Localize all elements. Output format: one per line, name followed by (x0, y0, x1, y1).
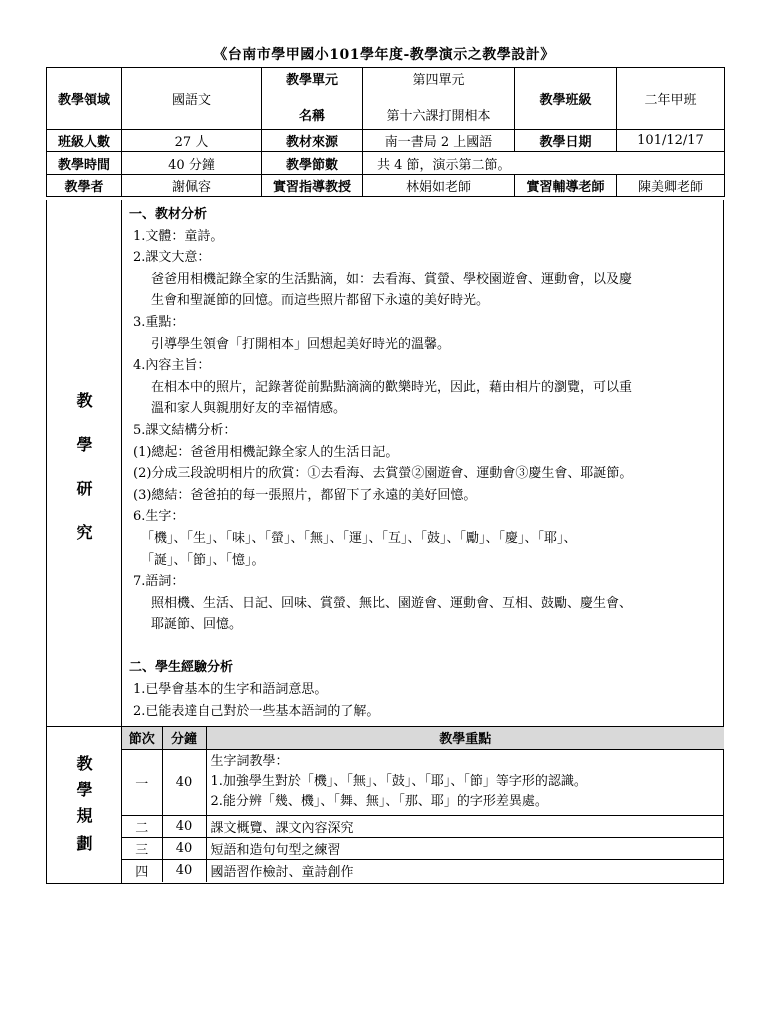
sessions-value: 共 4 節，演示第二節。 (363, 152, 725, 175)
side-char: 學 (76, 780, 93, 799)
unit-label (262, 68, 363, 130)
material-analysis-heading: 一、教材分析 (129, 207, 208, 222)
minutes-cell: 40 (162, 837, 206, 859)
research-content (129, 204, 719, 722)
text-line: 在相本中的照片，記錄著從前點點滴滴的歡樂時光，因此，藉由相片的瀏覽，可以重 (151, 379, 633, 395)
minutes-cell: 40 (162, 815, 206, 837)
text-line: 「誕」、「節」、「憶」。 (141, 552, 265, 568)
focus-line: 1.加強學生對於「機」、「無」、「鼓」、「耶」、「節」等字形的認識。 (210, 774, 587, 789)
size-value: 27 人 (122, 130, 262, 152)
research-side-label (47, 200, 122, 726)
info-table (46, 67, 725, 197)
side-char: 規 (76, 806, 93, 825)
teaching-plan-section (46, 727, 724, 884)
focus-cell (206, 749, 724, 815)
side-char: 究 (76, 523, 93, 542)
text-line: 耶誕節、回憶。 (151, 617, 243, 633)
text-line: 7.語詞： (133, 574, 185, 590)
table-row (122, 749, 724, 815)
date-label: 教學日期 (515, 130, 617, 152)
domain-label: 教學領域 (47, 68, 122, 130)
focus-line: 生字詞教學： (210, 754, 289, 769)
minutes-cell: 40 (162, 859, 206, 882)
col-focus-header: 教學重點 (206, 727, 724, 749)
unit-label-line2: 名稱 (298, 108, 325, 124)
text-line: 照相機、生活、日記、回味、賞螢、無比、園遊會、運動會、互相、鼓勵、慶生會、 (151, 595, 633, 611)
text-line: 1.已學會基本的生字和語詞意思。 (133, 682, 328, 698)
focus-cell: 國語習作檢討、童詩創作 (206, 859, 724, 882)
text-line: (1)總起：爸爸用相機記錄全家人的生活日記。 (133, 444, 399, 460)
plan-table (122, 727, 724, 882)
text-line: 4.內容主旨： (133, 358, 211, 374)
text-line: 2.課文大意： (133, 250, 211, 266)
text-line: (3)總結：爸爸拍的每一張照片，都留下了永遠的美好回憶。 (133, 487, 477, 503)
focus-cell: 課文概覽、課文內容深究 (206, 815, 724, 837)
text-line: 引導學生領會「打開相本」回想起美好時光的溫馨。 (151, 336, 451, 352)
domain-value: 國語文 (122, 68, 262, 130)
text-line: 溫和家人與親朋好友的幸福情感。 (151, 401, 347, 417)
text-line: 1.文體：童詩。 (133, 228, 224, 244)
unit-value-line1: 第四單元 (412, 72, 465, 88)
text-line: 生會和聖誕節的回憶。而這些照片都留下永遠的美好時光。 (151, 293, 490, 309)
class-value: 二年甲班 (617, 68, 725, 130)
text-line: 2.已能表達自己對於一些基本語詞的了解。 (133, 703, 380, 719)
side-char: 教 (76, 391, 93, 410)
session-cell: 三 (122, 837, 162, 859)
session-cell: 四 (122, 859, 162, 882)
side-char: 研 (76, 479, 93, 498)
time-value: 40 分鐘 (122, 152, 262, 175)
text-line: 「機」、「生」、「味」、「螢」、「無」、「運」、「互」、「鼓」、「勵」、「慶」、「耶」、 (141, 530, 577, 546)
size-label: 班級人數 (47, 130, 122, 152)
side-char: 教 (76, 754, 93, 773)
text-line: 6.生字： (133, 509, 185, 525)
side-char: 學 (76, 435, 93, 454)
date-value: 101/12/17 (617, 130, 725, 152)
unit-label-line1: 教學單元 (285, 72, 338, 88)
mentor-value: 陳美卿老師 (617, 175, 725, 197)
text-line: 5.課文結構分析： (133, 422, 237, 438)
plan-side-label (47, 727, 122, 883)
table-row (122, 859, 724, 882)
teaching-research-section (46, 200, 724, 727)
col-minutes-header: 分鐘 (162, 727, 206, 749)
focus-line: 2.能分辨「幾、機」、「舞、無」、「那、耶」的字形差異處。 (210, 794, 548, 809)
mentor-label: 實習輔導老師 (515, 175, 617, 197)
table-row (122, 837, 724, 859)
text-line: 爸爸用相機記錄全家的生活點滴，如：去看海、賞螢、學校園遊會、運動會，以及慶 (151, 271, 633, 287)
unit-value (363, 68, 515, 130)
text-line: 3.重點： (133, 314, 185, 330)
source-label: 教材來源 (262, 130, 363, 152)
focus-cell: 短語和造句句型之練習 (206, 837, 724, 859)
session-cell: 二 (122, 815, 162, 837)
sessions-label: 教學節數 (262, 152, 363, 175)
session-cell: 一 (122, 749, 162, 815)
teacher-label: 教學者 (47, 175, 122, 197)
col-session-header: 節次 (122, 727, 162, 749)
class-label: 教學班級 (515, 68, 617, 130)
minutes-cell: 40 (162, 749, 206, 815)
text-line: (2)分成三段說明相片的欣賞：①去看海、去賞螢②園遊會、運動會③慶生會、耶誕節。 (133, 466, 633, 482)
document-title: 《台南市學甲國小101學年度-教學演示之教學設計》 (213, 47, 555, 63)
source-value: 南一書局 2 上國語 (363, 130, 515, 152)
time-label: 教學時間 (47, 152, 122, 175)
advisor-label: 實習指導教授 (262, 175, 363, 197)
teacher-value: 謝佩容 (122, 175, 262, 197)
table-row (122, 815, 724, 837)
student-experience-heading: 二、學生經驗分析 (129, 660, 234, 676)
advisor-value: 林娟如老師 (363, 175, 515, 197)
unit-value-line2: 第十六課打開相本 (386, 108, 491, 124)
side-char: 劃 (76, 834, 93, 853)
